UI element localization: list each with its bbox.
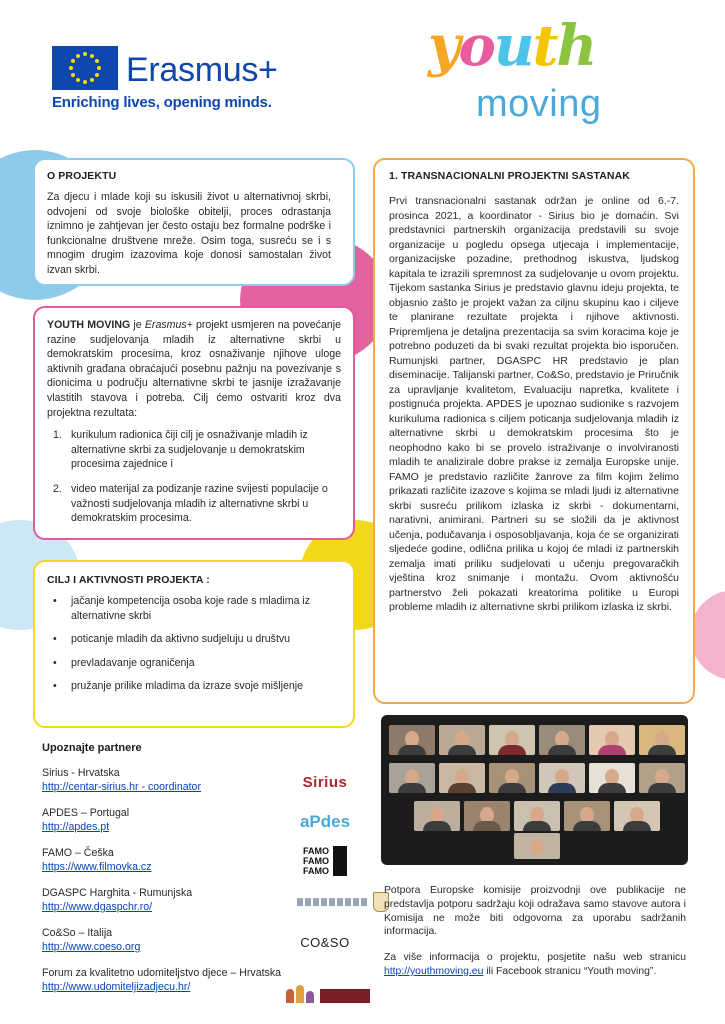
website-link[interactable]: http://youthmoving.eu xyxy=(384,965,484,977)
participant-tile xyxy=(439,725,485,755)
goals-title: CILJ I AKTIVNOSTI PROJEKTA : xyxy=(47,574,210,586)
meeting-title: 1. TRANSNACIONALNI PROJEKTNI SASTANAK xyxy=(389,170,630,182)
participant-tile xyxy=(514,833,560,859)
more-info-text: Za više informacija o projektu, posjetite našu web stranicu http://youthmoving.eu ili Facebook stranicu “Youth moving”. xyxy=(384,952,686,977)
famo-logo: FAMO FAMO FAMO xyxy=(288,844,362,878)
list-item-text: kurikulum radionica čiji cilj je osnaživanje mladih iz alternativne skrbi za sudjelovanje u demokratskim procesima zajednice i xyxy=(71,429,308,471)
decor-blob-pink-right xyxy=(690,590,725,680)
apdes-logo: aPdes xyxy=(299,812,351,831)
eu-flag-icon xyxy=(52,46,118,90)
participant-tile xyxy=(489,725,535,755)
partner-link[interactable]: http://www.dgaspchr.ro/ xyxy=(42,901,153,913)
partner-name: Sirius - Hrvatska xyxy=(42,767,120,779)
youth-letter: h xyxy=(556,13,596,79)
participant-tile xyxy=(589,763,635,793)
partner-item xyxy=(42,806,362,842)
participant-tile xyxy=(589,725,635,755)
partner-name: DGASPC Harghita - Rumunjska xyxy=(42,887,193,899)
youth-moving-erasmus: Erasmus+ xyxy=(144,319,193,331)
partner-name: Forum za kvalitetno udomiteljstvo djece – Hrvatska xyxy=(42,967,282,979)
youth-letter: y xyxy=(428,13,459,79)
list-item: • jačanje kompetencija osoba koje rade s mladima iz alternativne skrbi xyxy=(47,594,341,623)
participant-tile xyxy=(514,801,560,831)
participant-tile xyxy=(464,801,510,831)
about-title: O PROJEKTU xyxy=(47,170,117,182)
meeting-box xyxy=(373,158,695,704)
goals-box xyxy=(33,560,355,728)
youth-logo xyxy=(428,13,596,79)
partners-section xyxy=(42,742,362,1006)
partner-name: Co&So – Italija xyxy=(42,927,113,939)
partner-item xyxy=(42,926,362,962)
participant-tile xyxy=(639,725,685,755)
youth-letter: o xyxy=(458,13,494,79)
project-results-list xyxy=(47,428,341,526)
participant-tile xyxy=(489,763,535,793)
youth-letter: u xyxy=(493,13,533,79)
list-item-text: video materijal za podizanje razine svijesti populacije o važnosti sudjelovanja mladih iz alternativne skrbi u demokratskim procesima. xyxy=(71,482,328,525)
list-item: • pružanje prilike mladima da izraze svoje mišljenje xyxy=(47,679,341,694)
partner-name: APDES – Portugal xyxy=(42,807,130,819)
coeso-logo: CO&SO xyxy=(300,934,350,950)
about-text: Za djecu i mlade koji su iskusili život u alternativnoj skrbi, odvojeni od svoje biološke obitelji, proces odrastanja iznimno je zahtjevan jer često ostaju bez formalne podrške i funkcionalne društvene mreže. Osim toga, susreću se i s mnogim drugim izazovima koje donosi samostalan život izvan skrbi. xyxy=(47,191,331,276)
about-box xyxy=(33,158,355,286)
participant-tile xyxy=(389,725,435,755)
youth-moving-lead-mid: je xyxy=(130,319,145,331)
participant-tile xyxy=(439,763,485,793)
youth-letter: t xyxy=(532,13,557,79)
partner-name: FAMO – Češka xyxy=(42,847,114,859)
partner-link[interactable]: http://apdes.pt xyxy=(42,821,110,833)
partner-link[interactable]: http://www.udomiteljizadjecu.hr/ xyxy=(42,981,191,993)
partner-item xyxy=(42,766,362,802)
partner-item xyxy=(42,846,362,882)
youth-moving-text xyxy=(47,318,341,420)
participant-tile xyxy=(414,801,460,831)
goals-list xyxy=(47,594,341,694)
dgaspc-logo xyxy=(288,888,398,916)
partner-item xyxy=(42,886,362,922)
sirius-logo: Sirius xyxy=(302,773,348,791)
participant-tile xyxy=(639,763,685,793)
meeting-screenshot xyxy=(381,715,688,865)
erasmus-tagline: Enriching lives, opening minds. xyxy=(52,94,272,111)
footer xyxy=(384,884,686,991)
participant-tile xyxy=(564,801,610,831)
youth-moving-lead: YOUTH MOVING xyxy=(47,319,131,331)
moving-logo: moving xyxy=(476,83,602,125)
disclaimer-text: Potpora Europske komisije proizvodnji ove publikacije ne predstavlja potporu sadržaju koji odražava samo stavove autora i Komisija ne može biti odgovorna za uporabu sadržanih informacija. xyxy=(384,885,686,938)
youth-moving-box xyxy=(33,306,355,540)
partner-link[interactable]: http://www.coeso.org xyxy=(42,941,141,953)
participant-tile xyxy=(614,801,660,831)
list-number: 2. xyxy=(53,482,62,495)
participant-tile xyxy=(539,725,585,755)
partner-link[interactable]: https://www.filmovka.cz xyxy=(42,861,152,873)
youth-moving-body: projekt usmjeren na povećanje razine sudjelovanja mladih iz alternativne skrbi u demokratskim procesima, kroz osnaživanje njihove uloge aktivnih građana obraćajući posebnu pažnju na povezivanje s dionicima u području alternativne skrbi te jasnije izražavanje vlastitih stavova i potreba. Cilj ćemo ostvariti kroz dva projektna rezultata: xyxy=(47,319,341,419)
erasmus-wordmark: Erasmus+ xyxy=(126,51,278,89)
list-number: 1. xyxy=(53,429,62,442)
participant-tile xyxy=(539,763,585,793)
list-item: • poticanje mladih da aktivno sudjeluju u društvu xyxy=(47,632,341,647)
partner-link[interactable]: http://centar-sirius.hr - coordinator xyxy=(42,781,201,793)
forum-logo xyxy=(282,980,374,1008)
participant-tile xyxy=(389,763,435,793)
meeting-text: Prvi transnacionalni sastanak održan je online od 6.-7. prosinca 2021, a koordinator - Sirius bio je domaćin. Svi predstavnici partnerskih organizacija predstavili su svoje organizacije u pogledu opsega utjecaja i implementacije, organizacijske pozadine, prethodnog iskustva, ljudskog kapitala te izrazili spremnost za sudjelovanje u ovom projektu. Tijekom sastanka Sirius je predstavio glavnu ideju projekta, te objasnio zašto je projekt važan za ciljnu skupinu kao i ciljeve te planirane rezultate projekta i njihove aktivnosti. Pripremljena je detaljna prezentacija sa svim koracima koje je potrebno poduzeti da bi svaki rezultat projekta bio isporučen. Rumunjski partner, DGASPC HR predstavio je plan diseminacije. Talijanski partner, Co&So, predstavio je Priručnik za upravljanje kvalitetom, Evaluaciju napretka, kvalitete i postignuća projekta. APDES je upoznao sudionike s razvojem kurikuluma radionica s ciljem poticanja sudjelovanja mladih iz alternativne skrbi u demokratskim procesima što je neophodno kako bi se provelo istraživanje o involviranosti mladih te analizirale dobre prakse iz zemalja Europske unije. FAMO je predstavio različite žanrove za film kojim želimo prikazati različite izazove s kojima se mladi ljudi iz alternativne skrbi susreću prilikom izlaska iz skrbi - dokumentarni, narativni, animirani. Partneri su se složili da je aktivnost učenja, podučavanja i osposobljavanja, koja će se organizirati sljedeće godine, odlična prilika u kojoj će mladi iz partnerskih zemalja imati priliku sudjelovati u učenju pregovaračkih vještina kroz snimanje i montažu. Ovom aktivnošću partnerstvo želi pokazati kreatorima politike u Europi probleme mladih iz alternativne skrbi prilikom izlaska iz skrbi. xyxy=(389,195,679,613)
partners-title: Upoznajte partnere xyxy=(42,742,142,754)
partner-item xyxy=(42,966,362,1002)
list-item: • prevladavanje ograničenja xyxy=(47,656,341,671)
list-item xyxy=(47,428,341,472)
list-item xyxy=(47,482,341,526)
